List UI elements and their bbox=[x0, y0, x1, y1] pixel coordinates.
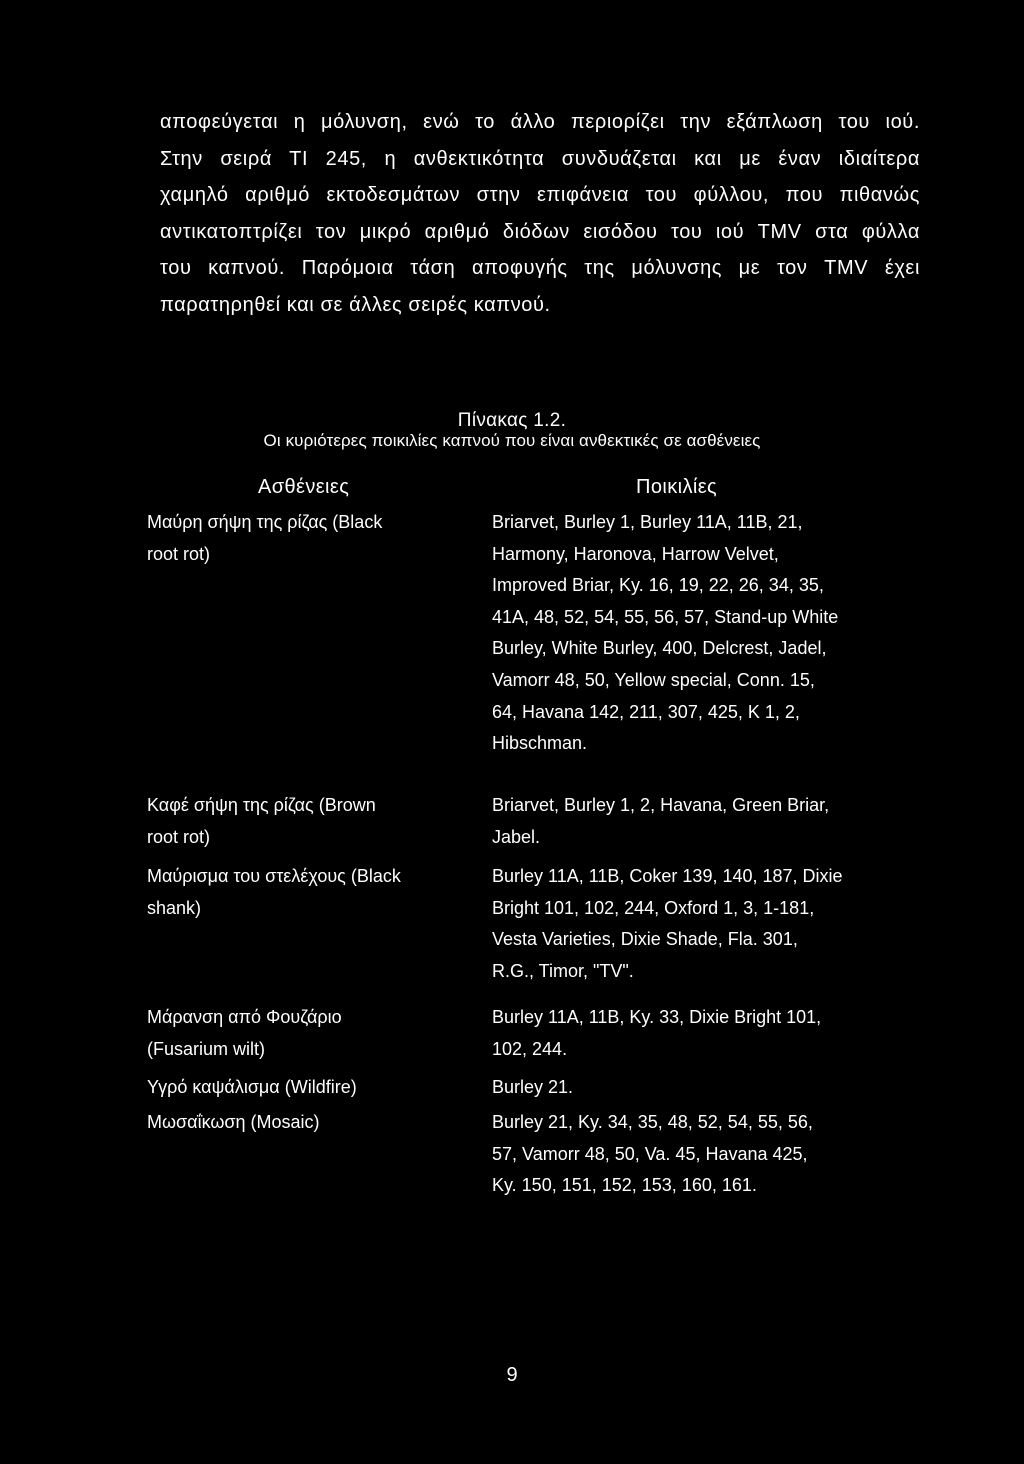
cell-line: Burley 21, Ky. 34, 35, 48, 52, 54, 55, 56, bbox=[492, 1112, 813, 1132]
table-cell-disease bbox=[147, 861, 401, 924]
table-cell-disease bbox=[147, 1107, 320, 1139]
cell-line: shank) bbox=[147, 897, 202, 918]
cell-line: Burley 11A, 11B, Ky. 33, Dixie Bright 101, bbox=[492, 1007, 822, 1027]
cell-line: Burley, White Burley, 400, Delcrest, Jadel, bbox=[492, 638, 827, 659]
cell-line: Υγρό καψάλισμα (Wildfire) bbox=[147, 1077, 357, 1097]
cell-line: Harmony, Haronova, Harrow Velvet, bbox=[492, 543, 779, 564]
table-cell-varieties bbox=[492, 861, 843, 987]
table-cell-disease bbox=[147, 507, 382, 570]
cell-line: Μωσαΐκωση (Mosaic) bbox=[147, 1112, 320, 1132]
column-header-varieties: Ποικιλίες bbox=[636, 476, 718, 498]
paragraph-line: Στην σειρά ΤΙ 245, η ανθεκτικότητα συνδυάζεται και με έναν ιδιαίτερα bbox=[160, 147, 920, 170]
cell-line: Μαύρισμα του στελέχους (Black bbox=[147, 866, 401, 886]
table-cell-varieties bbox=[492, 790, 829, 853]
paragraph-line: αποφεύγεται η μόλυνση, ενώ το άλλο περιορίζει την εξάπλωση του ιού. bbox=[160, 111, 920, 133]
cell-line: Vamorr 48, 50, Yellow special, Conn. 15, bbox=[492, 669, 815, 690]
table-cell-disease bbox=[147, 1002, 342, 1065]
cell-line: Καφέ σήψη της ρίζας (Brown bbox=[147, 795, 376, 815]
cell-line: Improved Briar, Ky. 16, 19, 22, 26, 34, 35, bbox=[492, 575, 824, 596]
cell-line: 57, Vamorr 48, 50, Va. 45, Havana 425, bbox=[492, 1143, 808, 1164]
cell-line: 102, 244. bbox=[492, 1038, 568, 1059]
table-title: Πίνακας 1.2. bbox=[457, 410, 567, 431]
cell-line: (Fusarium wilt) bbox=[147, 1038, 266, 1059]
table-cell-disease bbox=[147, 1072, 357, 1104]
paragraph-line: χαμηλό αριθμό εκτοδεσμάτων στην επιφάνεια του φύλλου, που πιθανώς bbox=[160, 184, 920, 206]
cell-line: root rot) bbox=[147, 826, 211, 847]
body-paragraph bbox=[160, 104, 920, 323]
cell-line: Briarvet, Burley 1, 2, Havana, Green Briar, bbox=[492, 795, 830, 815]
cell-line: Burley 11A, 11B, Coker 139, 140, 187, Dixie bbox=[492, 866, 843, 886]
table-cell-varieties bbox=[492, 1072, 573, 1104]
paragraph-line: αντικατοπτρίζει τον μικρό αριθμό διόδων εισόδου του ιού TMV στα φύλλα bbox=[160, 220, 920, 243]
table-cell-varieties bbox=[492, 1107, 813, 1202]
table-subtitle: Οι κυριότερες ποικιλίες καπνού που είναι ανθεκτικές σε ασθένειες bbox=[263, 431, 761, 450]
table-cell-varieties bbox=[492, 1002, 821, 1065]
page-number: 9 bbox=[506, 1364, 518, 1386]
cell-line: 41A, 48, 52, 54, 55, 56, 57, Stand-up White bbox=[492, 606, 839, 627]
paragraph-line: του καπνού. Παρόμοια τάση αποφυγής της μόλυνσης με τον TMV έχει bbox=[160, 257, 920, 279]
paragraph-line: παρατηρηθεί και σε άλλες σειρές καπνού. bbox=[160, 293, 551, 316]
cell-line: root rot) bbox=[147, 543, 211, 564]
cell-line: Μαύρη σήψη της ρίζας (Black bbox=[147, 512, 383, 532]
table-cell-disease bbox=[147, 790, 376, 853]
cell-line: Vesta Varieties, Dixie Shade, Fla. 301, bbox=[492, 929, 798, 950]
cell-line: R.G., Timor, "TV". bbox=[492, 960, 634, 981]
cell-line: 64, Havana 142, 211, 307, 425, K 1, 2, bbox=[492, 701, 800, 722]
cell-line: Bright 101, 102, 244, Oxford 1, 3, 1-181, bbox=[492, 897, 815, 918]
column-header-diseases: Ασθένειες bbox=[258, 476, 350, 498]
cell-line: Μάρανση από Φουζάριο bbox=[147, 1007, 342, 1027]
cell-line: Briarvet, Burley 1, Burley 11A, 11B, 21, bbox=[492, 512, 803, 532]
cell-line: Ky. 150, 151, 152, 153, 160, 161. bbox=[492, 1175, 757, 1196]
cell-line: Burley 21. bbox=[492, 1077, 574, 1097]
table-cell-varieties bbox=[492, 507, 838, 760]
cell-line: Hibschman. bbox=[492, 733, 588, 754]
cell-line: Jabel. bbox=[492, 826, 541, 847]
